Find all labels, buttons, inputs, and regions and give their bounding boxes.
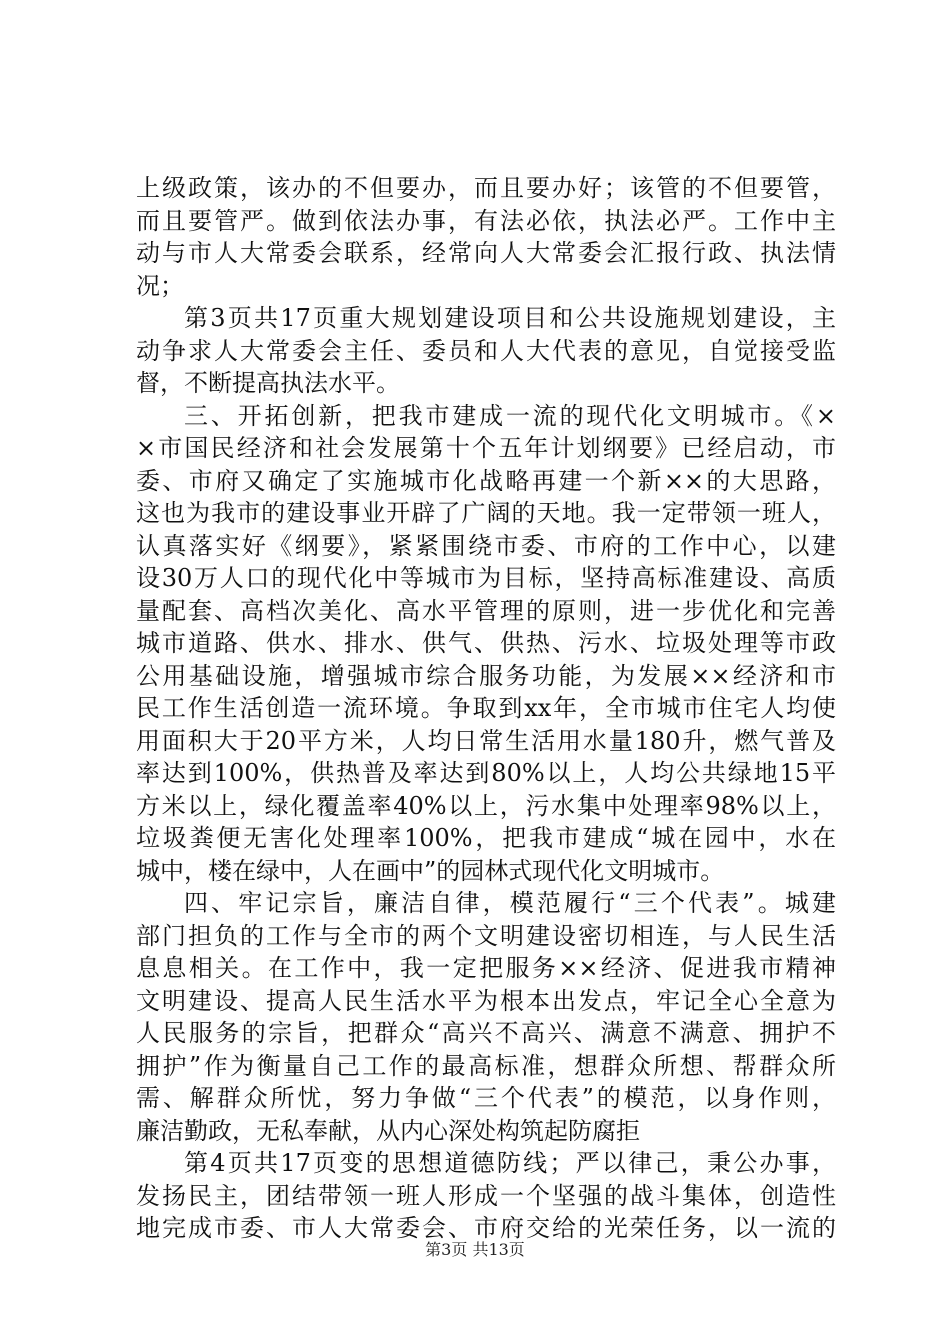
text-line: 委、市府又确定了实施城市化战略再建一个新××的大思路， xyxy=(136,466,836,495)
text-line: 四、牢记宗旨，廉洁自律，模范履行“三个代表”。城建 xyxy=(184,889,836,917)
text-line: 认真落实好《纲要》，紧紧围绕市委、市府的工作中心，以建 xyxy=(136,531,836,560)
text-line: 上级政策，该办的不但要办，而且要办好；该管的不但要管， xyxy=(136,174,836,202)
text-line: 发扬民主，团结带领一班人形成一个坚强的战斗集体，创造性 xyxy=(136,1181,836,1210)
text-line: 况； xyxy=(136,271,184,300)
text-line: ×市国民经济和社会发展第十个五年计划纲要》已经启动，市 xyxy=(136,434,836,462)
text-line: 拥护”作为衡量自己工作的最高标准，想群众所想、帮群众所 xyxy=(136,1051,836,1080)
text-line: 部门担负的工作与全市的两个文明建设密切相连，与人民生活 xyxy=(136,921,836,950)
text-line: 公用基础设施，增强城市综合服务功能，为发展××经济和市 xyxy=(136,661,836,690)
text-line: 量配套、高档次美化、高水平管理的原则，进一步优化和完善 xyxy=(136,596,836,625)
text-line: 第4页共17页变的思想道德防线；严以律己，秉公办事， xyxy=(184,1149,836,1177)
text-line: 而且要管严。做到依法办事，有法必依，执法必严。工作中主 xyxy=(136,206,836,235)
text-line: 廉洁勤政，无私奉献，从内心深处构筑起防腐拒 xyxy=(136,1116,640,1145)
text-line: 这也为我市的建设事业开辟了广阔的天地。我一定带领一班人， xyxy=(136,499,836,527)
text-line: 动与市人大常委会联系，经常向人大常委会汇报行政、执法情 xyxy=(136,239,836,267)
text-line: 方米以上，绿化覆盖率40%以上，污水集中处理率98%以上， xyxy=(136,791,836,820)
text-line: 人民服务的宗旨，把群众“高兴不高兴、满意不满意、拥护不 xyxy=(136,1019,836,1047)
text-line: 城市道路、供水、排水、供气、供热、污水、垃圾处理等市政 xyxy=(136,629,836,657)
text-line: 民工作生活创造一流环境。争取到xx年，全市城市住宅人均使 xyxy=(136,694,836,722)
text-line: 动争求人大常委会主任、委员和人大代表的意见，自觉接受监 xyxy=(136,336,836,365)
text-line: 城中，楼在绿中，人在画中”的园林式现代化文明城市。 xyxy=(136,856,725,885)
text-line: 设30万人口的现代化中等城市为目标，坚持高标准建设、高质 xyxy=(136,564,836,592)
text-line: 息息相关。在工作中，我一定把服务××经济、促进我市精神 xyxy=(136,954,836,982)
text-line: 地完成市委、市人大常委会、市府交给的光荣任务，以一流的 xyxy=(136,1214,836,1242)
text-line: 督，不断提高执法水平。 xyxy=(136,369,400,397)
text-line: 三、开拓创新，把我市建成一流的现代化文明城市。《× xyxy=(184,401,836,430)
text-line: 需、解群众所忧，努力争做“三个代表”的模范，以身作则， xyxy=(136,1084,836,1112)
text-line: 率达到100%，供热普及率达到80%以上，人均公共绿地15平 xyxy=(136,759,836,787)
page-footer: 第3页 共13页 xyxy=(425,1240,525,1259)
text-line: 垃圾粪便无害化处理率100%，把我市建成“城在园中，水在 xyxy=(136,824,836,852)
text-line: 第3页共17页重大规划建设项目和公共设施规划建设，主 xyxy=(184,304,836,332)
document-body xyxy=(136,172,836,1245)
text-line: 用面积大于20平方米，人均日常生活用水量180升，燃气普及 xyxy=(136,726,836,755)
text-line: 文明建设、提高人民生活水平为根本出发点，牢记全心全意为 xyxy=(136,986,836,1015)
